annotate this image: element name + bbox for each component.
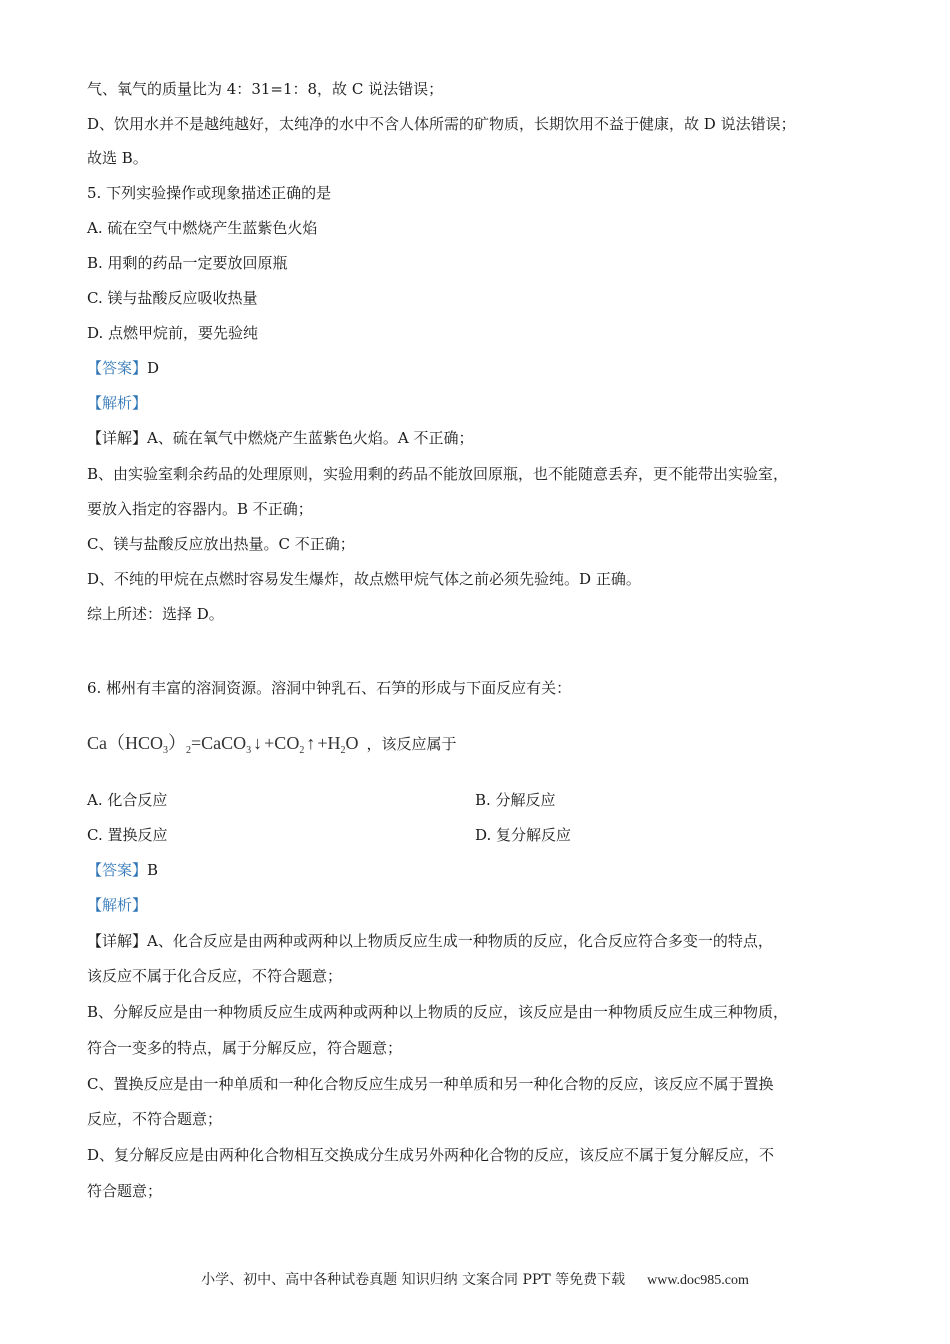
explanation-text: B、由实验室剩余药品的处理原则，实验用剩的药品不能放回原瓶，也不能随意丢弃，更不能带出实验室， [87, 465, 789, 483]
formula-part: O [345, 733, 359, 753]
formula-part: Ca（HCO [87, 733, 163, 753]
page-footer [0, 1269, 950, 1289]
question-6-option-a: A. 化合反应 [87, 791, 168, 809]
formula-subscript: 3 [246, 745, 252, 756]
explanation-text: C、置换反应是由一种单质和一种化合物反应生成另一种单质和另一种化合物的反应，该反应不属于置换 [87, 1075, 774, 1093]
question-6-stem: 6. 郴州有丰富的溶洞资源。溶洞中钟乳石、石笋的形成与下面反应有关： [87, 679, 572, 697]
explanation-text: A、硫在氧气中燃烧产生蓝紫色火焰。A 不正确； [147, 429, 474, 447]
question-6-answer [87, 860, 158, 880]
question-5-option-c: C. 镁与盐酸反应吸收热量 [87, 289, 258, 307]
formula-part: +CO [264, 733, 300, 753]
explanation-text: C、镁与盐酸反应放出热量。C 不正确； [87, 535, 355, 553]
explanation-text: A、化合反应是由两种或两种以上物质反应生成一种物质的反应，化合反应符合多变一的特点， [147, 932, 773, 950]
footer-url[interactable]: www.doc985.com [647, 1273, 749, 1288]
question-5-option-d: D. 点燃甲烷前，要先验纯 [87, 324, 259, 342]
analysis-tag: 【解析】 [87, 896, 148, 914]
explanation-text: 反应，不符合题意； [87, 1110, 223, 1128]
answer-tag: 【答案】 [87, 861, 148, 879]
detail-tag: 【详解】 [87, 932, 148, 950]
formula-subscript: 2 [340, 745, 346, 756]
footer-text: 小学、初中、高中各种试卷真题 知识归纳 文案合同 PPT 等免费下载 [201, 1272, 626, 1288]
question-5-answer [87, 358, 159, 378]
question-6-option-b: B. 分解反应 [475, 791, 556, 809]
question-5-stem: 5. 下列实验操作或现象描述正确的是 [87, 184, 332, 202]
text-line: 故选 B。 [87, 149, 148, 167]
question-5-option-a: A. 硫在空气中燃烧产生蓝紫色火焰 [87, 219, 318, 237]
explanation-text: 该反应不属于化合反应，不符合题意； [87, 967, 343, 985]
text-line: D、饮用水并不是越纯越好，太纯净的水中不含人体所需的矿物质，长期饮用不益于健康，故 D 说法错误； [87, 115, 796, 133]
formula-part: =CaCO [191, 733, 247, 753]
question-6-option-c: C. 置换反应 [87, 826, 168, 844]
answer-value: D [147, 359, 160, 377]
explanation-text: B、分解反应是由一种物质反应生成两种或两种以上物质的反应，该反应是由一种物质反应生成三种物质， [87, 1003, 789, 1021]
formula-tail-text: ，该反应属于 [366, 735, 457, 753]
analysis-tag: 【解析】 [87, 394, 148, 412]
summary-text: 综上所述：选择 D。 [87, 605, 224, 623]
question-5-detail [87, 428, 473, 448]
explanation-text: 要放入指定的容器内。B 不正确； [87, 500, 313, 518]
explanation-text: 符合题意； [87, 1182, 163, 1200]
chemical-equation [87, 729, 456, 756]
formula-subscript: 2 [186, 745, 191, 756]
answer-tag: 【答案】 [87, 359, 148, 377]
explanation-text: 符合一变多的特点，属于分解反应，符合题意； [87, 1039, 403, 1057]
text-line: 气、氧气的质量比为 4：31=1：8，故 C 说法错误； [87, 80, 444, 98]
explanation-text: D、不纯的甲烷在点燃时容易发生爆炸，故点燃甲烷气体之前必须先验纯。D 正确。 [87, 570, 641, 588]
question-5-option-b: B. 用剩的药品一定要放回原瓶 [87, 254, 288, 272]
detail-tag: 【详解】 [87, 429, 148, 447]
precipitate-arrow-icon: ↓ [253, 733, 263, 753]
formula-part: ） [168, 733, 186, 753]
gas-arrow-icon: ↑ [306, 733, 316, 753]
formula-subscript: 2 [299, 745, 305, 756]
question-6-option-d: D. 复分解反应 [475, 826, 572, 844]
answer-value: B [147, 861, 159, 879]
formula-subscript: 3 [163, 745, 168, 756]
formula-part: +H [317, 733, 341, 753]
question-6-detail [87, 931, 773, 951]
explanation-text: D、复分解反应是由两种化合物相互交换成分生成另外两种化合物的反应，该反应不属于复分解反应，不 [87, 1146, 775, 1164]
